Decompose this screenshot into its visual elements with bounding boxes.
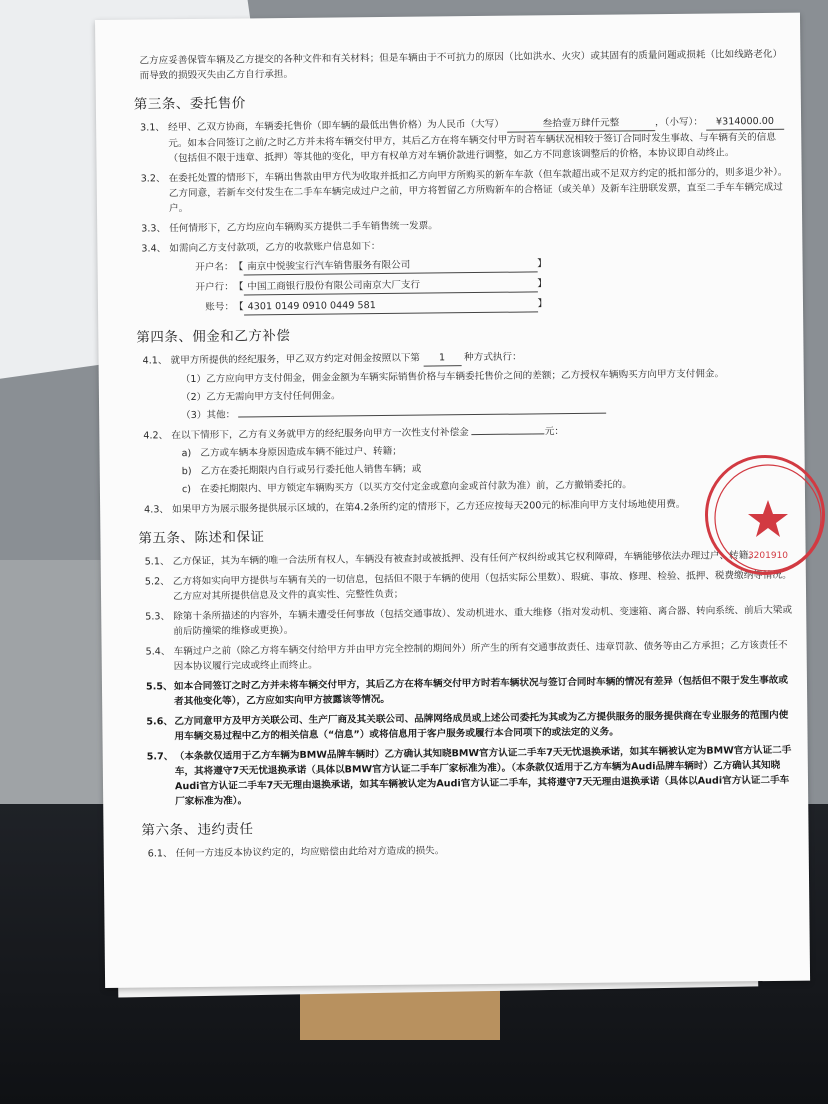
price-lower-field: ¥314000.00 <box>706 114 784 131</box>
seal-graphic <box>708 458 828 578</box>
clause-text: 任何情形下，乙方均应向车辆购买方提供二手车销售统一发票。 <box>169 220 438 235</box>
clause-text: 元。如本合同签订之前/之时乙方并未将车辆交付甲方，其后乙方在将车辆交付甲方时若车辆状况相较于签订合同时发生事故、与车辆有关的信息（包括但不限于违章、抵押）等其他的变化，甲方有权单方对车辆价款进行调整，如乙方不同意该调整后的价格，本协议即自动终止。 <box>168 131 776 165</box>
clause-text: 种方式执行： <box>464 351 522 364</box>
clause-4-3 <box>144 496 795 518</box>
clause-text: 任何一方违反本协议约定的，均应赔偿由此给对方造成的损失。 <box>175 845 445 860</box>
option-1: （1）乙方应向甲方支付佣金，佣金金额为车辆实际销售价格与车辆委托售价之间的差额；乙方授权车辆购买方向甲方支付佣金。 <box>180 368 725 386</box>
clause-text: 就甲方所提供的经纪服务，甲乙双方约定对佣金按照以下第 <box>170 352 421 367</box>
clause-5-6 <box>146 708 797 745</box>
section-3-title: 第三条、委托售价 <box>133 95 246 113</box>
clause-number: 4.3、 <box>144 504 170 516</box>
clause-5-4 <box>146 638 797 675</box>
clause-number: 3.4、 <box>141 243 167 255</box>
item-text: 在委托期限内、甲方锁定车辆购买方（以买方交付定金或意向金或首付款为准）前，乙方撤销委托的。 <box>200 479 632 495</box>
option-3 <box>171 402 794 424</box>
clause-3-4 <box>141 235 793 317</box>
clause-text: （本条款仅适用于乙方车辆为BMW品牌车辆时）乙方确认其知晓BMW官方认证二手车7天无忧退换承诺，如其车辆被认定为BMW官方认证二手车，其将遵守7天无忧退换承诺（具体以BMW官方认证二手车厂家标准为准）。（本条款仅适用于乙方车辆为Audi品牌车辆时）乙方确认其知晓Audi官方认证二手车7天无理由退换承诺，如其车辆被认定为Audi官方认证二手车，其将遵守7天无理由退换承诺（具体以Audi官方认证二手车厂家标准为准）。 <box>174 744 792 808</box>
clause-4-2 <box>143 422 795 498</box>
account-bank-row: 开户行：【 中国工商银行股份有限公司南京大厂支行 】 <box>170 274 793 297</box>
item-key: b) <box>181 466 192 478</box>
clause-number: 3.1、 <box>140 122 166 134</box>
seal-code: 3201910 <box>747 551 789 561</box>
clause-text: 除第十条所描述的内容外，车辆未遭受任何事故（包括交通事故）、发动机进水、重大维修（指对发动机、变速箱、离合器、转向系统、前后大梁或前后防撞梁的维修或更换）。 <box>173 604 793 638</box>
item-key: c) <box>181 484 192 496</box>
account-number-label: 账号： <box>205 301 235 313</box>
clause-3-2 <box>141 165 792 217</box>
clause-text: 在委托处置的情形下，车辆出售款由甲方代为收取并抵扣乙方向甲方所购买的新车车款（但车款超出或不足双方约定的抵扣部分的，则多退少补）。乙方同意，若新车交付发生在二手车车辆完成过户之前，甲方将暂留乙方所购新车的合格证（或关单）及新车注册联发票，直至二手车车辆完成过户。 <box>168 166 788 215</box>
clause-text: 车辆过户之前（除乙方将车辆交付给甲方并由甲方完全控制的期间外）所产生的所有交通事故责任、违章罚款、债务等由乙方承担；乙方该责任不因本协议履行完成或终止而终止。 <box>173 639 788 673</box>
clause-text: 经甲、乙双方协商，车辆委托售价（即车辆的最低出售价格）为人民币（大写） <box>168 118 504 134</box>
clause-number: 6.1、 <box>147 848 173 860</box>
clause-5-7 <box>147 743 799 810</box>
item-c <box>172 476 795 498</box>
clause-text: 乙方将如实向甲方提供与车辆有关的一切信息，包括但不限于车辆的使用（包括实际公里数）、瑕疵、事故、修理、检验、抵押、税费缴纳等情况。乙方应对其所提供信息及文件的真实性、完整性负责； <box>172 569 792 603</box>
clause-number: 5.6、 <box>146 716 174 728</box>
account-number-row: 账号：【 4301 0149 0910 0449 581 】 <box>170 294 793 317</box>
clause-5-2 <box>145 568 796 605</box>
clause-text: ，（小写）： <box>654 116 703 129</box>
other-blank-field <box>238 413 606 418</box>
account-name-label: 开户名： <box>195 261 234 273</box>
clause-number: 5.7、 <box>146 751 174 763</box>
clause-number: 3.2、 <box>140 173 166 185</box>
seal-star-icon <box>748 500 788 537</box>
clause-3-1 <box>140 114 791 167</box>
clause-5-5 <box>146 673 797 710</box>
clause-text: 如需向乙方支付款项，乙方的收款账户信息如下： <box>169 241 381 255</box>
clause-3-3 <box>141 215 792 237</box>
clause-text: 乙方保证，其为车辆的唯一合法所有权人，车辆没有被查封或被抵押、没有任何产权纠纷或其它权利障碍，车辆能够依法办理过户、转籍。 <box>172 550 758 568</box>
clause-text: 如果甲方为展示服务提供展示区域的，在第4.2条所约定的情形下，乙方还应按每天200元的标准向甲方支付场地使用费。 <box>172 498 686 516</box>
contract-page <box>95 13 810 988</box>
company-seal <box>705 455 825 575</box>
clause-text: 乙方同意甲方及甲方关联公司、生产厂商及其关联公司、品牌网络成员或上述公司委托为其或为乙方提供服务的服务提供商在专业服务的范围内使用车辆交易过程中乙方的相关信息（“信息”）或将信息用于客户服务或履行本合同项下的或法定的义务。 <box>174 709 789 743</box>
item-text: 乙方或车辆本身原因造成车辆不能过户、转籍； <box>200 445 402 459</box>
account-name-value: 南京中悦骏宝行汽车销售服务有限公司 <box>243 256 537 275</box>
clause-text: 如本合同签订之时乙方并未将车辆交付甲方，其后乙方在将车辆交付甲方时若车辆状况与签订合同时车辆的情况有差异（包括但不限于发生事故或者其他变化等），乙方应如实向甲方披露该等情况。 <box>173 674 789 708</box>
account-number-value: 4301 0149 0910 0449 581 <box>244 296 538 315</box>
clause-5-1 <box>145 548 796 570</box>
clause-6-1 <box>148 840 799 862</box>
clause-number: 4.2、 <box>143 430 169 442</box>
item-text: 乙方在委托期限内自行或另行委托他人销售车辆；或 <box>200 463 422 477</box>
clause-number: 5.2、 <box>144 576 170 588</box>
item-key: a) <box>181 448 192 460</box>
clause-number: 4.1、 <box>142 355 168 367</box>
clause-text: 元： <box>544 426 565 438</box>
intro-paragraph: 乙方应妥善保管车辆及乙方提交的各种文件和有关材料；但是车辆由于不可抗力的原因（比如洪水、火灾）或其固有的质量问题或损耗（比如线路老化）而导致的损毁灭失由乙方自行承担。 <box>139 48 783 82</box>
option-3-label: （3）其他： <box>181 409 236 422</box>
section-4-title: 第四条、佣金和乙方补偿 <box>136 327 291 346</box>
account-bank-label: 开户行： <box>195 281 234 293</box>
option-2: （2）乙方无需向甲方支付任何佣金。 <box>180 390 341 404</box>
clause-text: 在以下情形下，乙方有义务就甲方的经纪服务向甲方一次性支付补偿金 <box>171 427 469 442</box>
clause-number: 5.4、 <box>145 646 171 658</box>
compensation-blank-field <box>472 433 545 435</box>
clause-5-3 <box>145 603 796 640</box>
section-6-title: 第六条、违约责任 <box>141 821 254 839</box>
price-upper-field: 叁拾壹万肆仟元整 <box>507 115 655 133</box>
account-bank-value: 中国工商银行股份有限公司南京大厂支行 <box>243 276 537 295</box>
clause-4-1 <box>142 347 794 424</box>
clause-number: 3.3、 <box>141 223 167 235</box>
clause-number: 5.5、 <box>145 681 173 693</box>
clause-number: 5.1、 <box>144 556 170 568</box>
clause-number: 5.3、 <box>145 611 171 623</box>
commission-choice-field: 1 <box>423 350 461 366</box>
account-name-row: 开户名：【 南京中悦骏宝行汽车销售服务有限公司 】 <box>170 254 793 277</box>
section-5-title: 第五条、陈述和保证 <box>138 529 265 547</box>
